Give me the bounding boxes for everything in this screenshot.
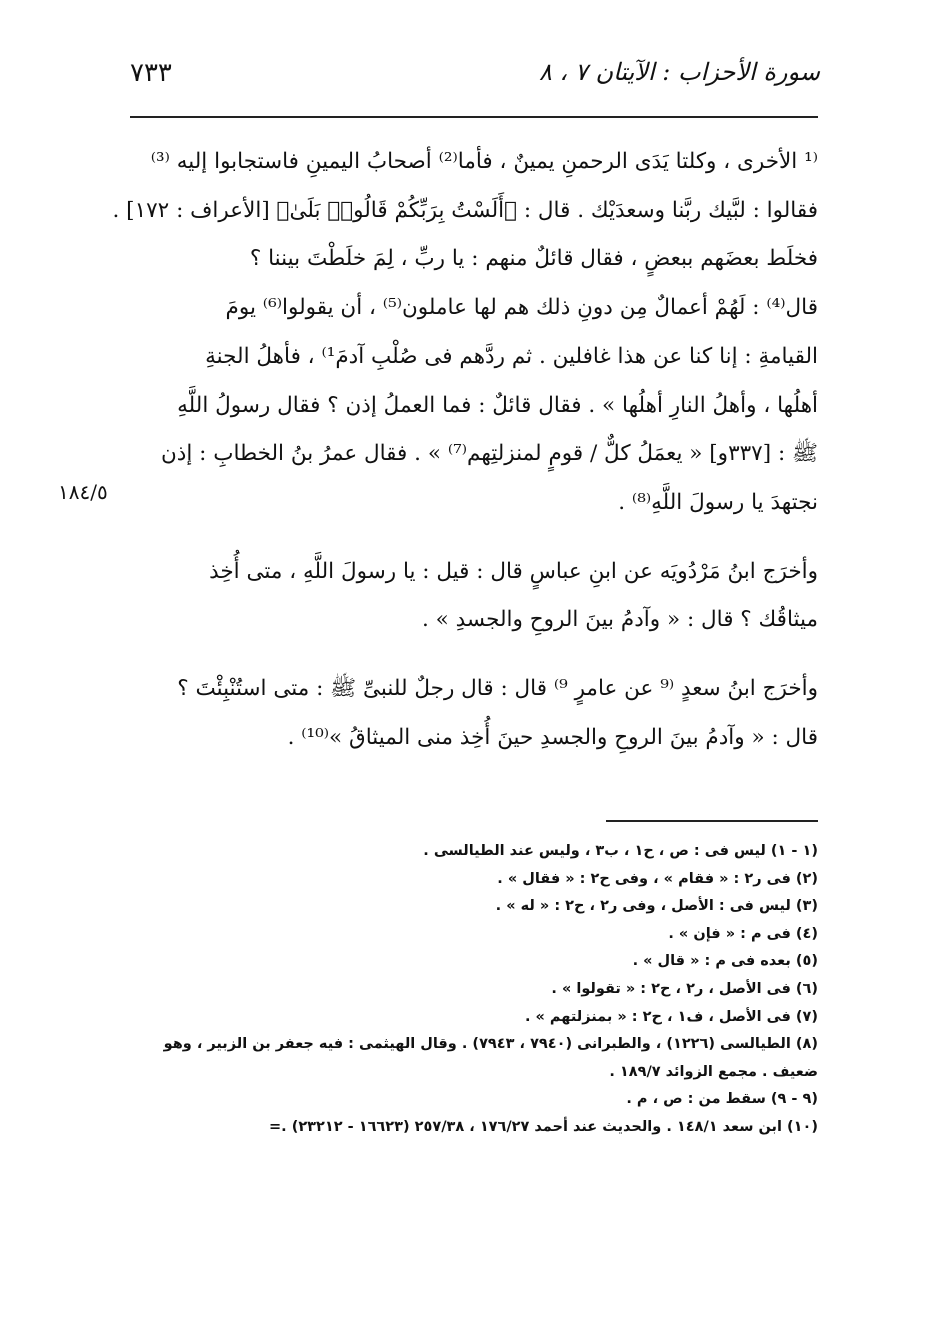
footnote: ضعيف . مجمع الزوائد ١٨٩/٧ .: [609, 1063, 818, 1080]
text-line: وأخرَج ابنُ سعدٍ ⁽⁹ عن عامرٍ ⁹⁾ قال : قال رجلٌ للنبىِّ ﷺ : متى استُنْبِئْتَ ؟: [177, 676, 818, 702]
text-line: ﷺ : [٣٣٧و] « يعمَلُ كلٌّ / قومٍ لمنزلتِهم⁽⁷⁾ » . فقال عمرُ بنُ الخطابِ : إذن: [160, 441, 818, 467]
footnote: (٢) فى ر٢ : « فقام » ، وفى ح٢ : « فقال » .: [497, 870, 818, 887]
paragraph-gap: [130, 645, 818, 665]
text-line: أهلُها ، وأهلُ النارِ أهلُها » . فقال قائلٌ : فما العملُ إذن ؟ فقال رسولُ اللَّهِ: [177, 392, 818, 418]
text-line: ميثاقُك ؟ قال : « وآدمُ بينَ الروحِ والجسدِ » .: [421, 607, 818, 633]
text-line: قال⁽⁴⁾ : لَهُمْ أعمالٌ مِن دونِ ذلك هم لها عاملون⁽⁵⁾ ، أن يقولوا⁽⁶⁾ يومَ: [225, 295, 818, 321]
text-line: القيامةِ : إنا كنا عن هذا غافلين . ثم ردَّهم فى صُلْبِ آدمَ¹⁾ ، فأهلُ الجنةِ: [205, 343, 818, 369]
footnote-rule: [606, 820, 818, 822]
footnote: (٧) فى الأصل ، ف١ ، ح٢ : « بمنزلتهم » .: [524, 1008, 818, 1025]
paragraph-2: [130, 548, 818, 645]
manuscript-folio-note: ١٨٤/٥: [58, 480, 108, 504]
running-title: سورة الأحزاب : الآيتان ٧ ، ٨: [539, 58, 820, 86]
text-line: فخلَط بعضَهم ببعضٍ ، فقال قائلٌ منهم : يا ربِّ ، لِمَ خلَطْتَ بيننا ؟: [249, 246, 818, 272]
paragraph-1: [112, 138, 818, 528]
footnote: (٥) بعده فى م : « قال » .: [632, 953, 818, 970]
footnote: (٩ - ٩) سقط من : ص ، م .: [626, 1091, 818, 1108]
text-line: وأخرَج ابنُ مَرْدُويَه عن ابنِ عباسٍ قال : قيل : يا رسولَ اللَّهِ ، متى أُخِذ: [209, 558, 818, 584]
paragraph-gap: [130, 528, 818, 548]
text-line: نجتهدَ يا رسولَ اللَّهِ⁽⁸⁾ .: [618, 489, 818, 515]
page-header: [130, 58, 820, 98]
footnote: (٨) الطيالسى (١٢٢٦) ، والطبرانى (٧٩٤٠ ، ٧٩٤٣) . وقال الهيثمى : فيه جعفر بن الزبير ، وهو: [163, 1036, 818, 1053]
text-line: ⁽¹ الأخرى ، وكلتا يَدَى الرحمنِ يمينٌ ، فأما⁽²⁾ أصحابُ اليمينِ فاستجابوا إليه ⁽³⁾: [150, 149, 818, 174]
footnotes: [130, 838, 818, 1142]
footnote: (١٠) ابن سعد ١٤٨/١ . والحديث عند أحمد ١٧٦/٢٧ ، ٢٥٧/٣٨ (١٦٦٢٣ - ٢٣٢١٢) .=: [268, 1118, 818, 1135]
header-rule: [130, 116, 818, 118]
footnote: (٤) فى م : « فإن » .: [668, 925, 818, 942]
footnote: (٦) فى الأصل ، ر٢ ، ح٢ : « تقولوا » .: [551, 980, 818, 997]
text-line: فقالوا : لبَّيك ربَّنا وسعدَيْك . قال : ﴿أَلَسْتُ بِرَبِّكُمْ قَالُوا۟ بَلَىٰ﴾ [الأعراف : ١٧٢] .: [112, 197, 818, 223]
text-line: قال : « وآدمُ بينَ الروحِ والجسدِ حينَ أُخِذ منى الميثاقُ »⁽¹⁰⁾ .: [287, 724, 818, 750]
paragraph-3: [130, 665, 818, 762]
footnote: (٣) ليس فى : الأصل ، وفى ر٢ ، ح٢ : « له » .: [495, 898, 818, 915]
main-text: [112, 138, 818, 762]
footnote: (١ - ١) ليس فى : ص ، ح١ ، ب٣ ، وليس عند الطيالسى .: [423, 843, 818, 859]
page-number: ٧٣٣: [130, 58, 172, 88]
